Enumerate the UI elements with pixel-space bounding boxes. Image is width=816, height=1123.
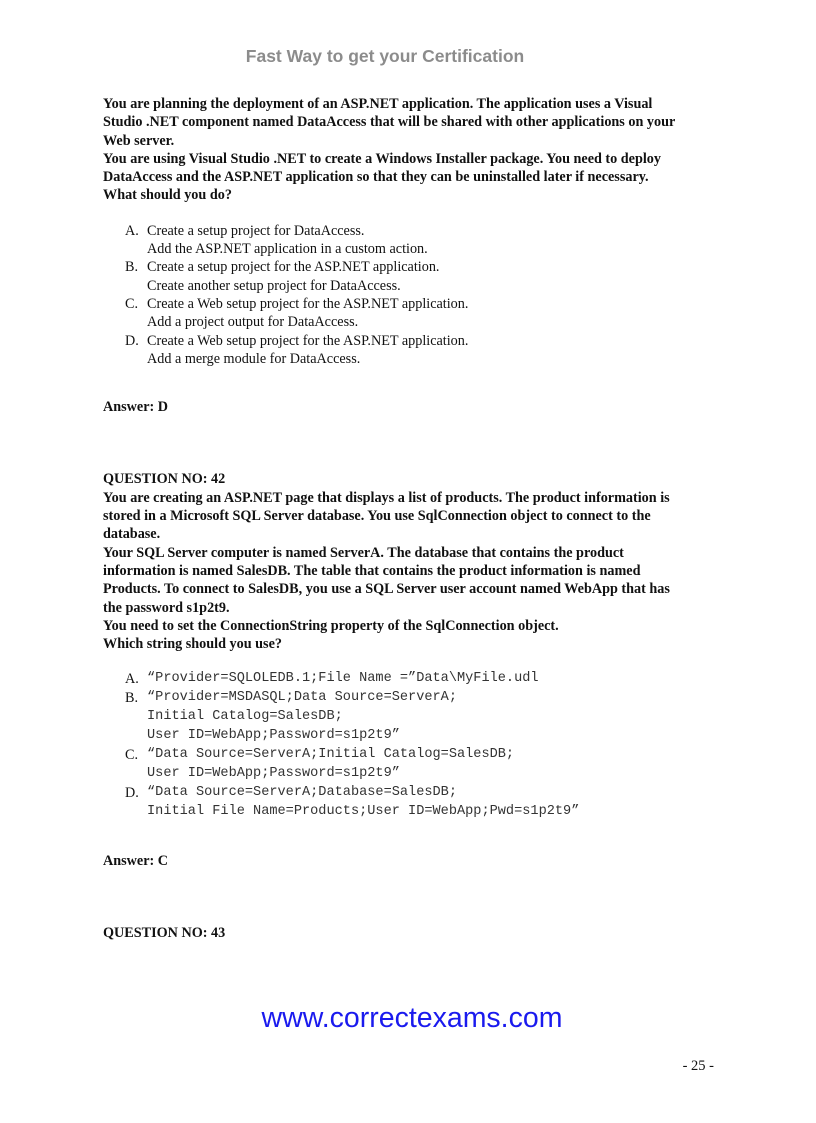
option-letter: C.	[125, 295, 139, 312]
stem-line: What should you do?	[103, 187, 232, 204]
q41-answer: Answer: D	[103, 399, 169, 416]
page-number: - 25 -	[682, 1058, 714, 1074]
option-d	[125, 332, 723, 369]
option-d	[125, 784, 723, 822]
option-c	[125, 746, 723, 784]
option-letter: C.	[125, 747, 139, 764]
footer-website-link[interactable]: www.correctexams.com	[261, 1002, 563, 1034]
option-code-line: Initial File Name=Products;User ID=WebApp;Pwd=s1p2t9”	[147, 803, 580, 819]
option-code-line: “Data Source=ServerA;Database=SalesDB;	[147, 784, 457, 800]
option-letter: D.	[125, 332, 139, 349]
option-letter: B.	[125, 690, 139, 707]
stem-line: DataAccess and the ASP.NET application so that they can be uninstalled later if necessary.	[103, 169, 649, 186]
option-line: Create a setup project for the ASP.NET application.	[147, 259, 440, 276]
stem-line: information is named SalesDB. The table that contains the product information is named	[103, 562, 641, 579]
option-line: Create another setup project for DataAccess.	[147, 277, 401, 294]
stem-line: Your SQL Server computer is named ServerA. The database that contains the product	[103, 544, 624, 561]
option-line: Add the ASP.NET application in a custom action.	[147, 241, 428, 258]
option-letter: D.	[125, 784, 139, 801]
option-code-line: “Provider=MSDASQL;Data Source=ServerA;	[147, 690, 457, 706]
q43-heading: QUESTION NO: 43	[103, 924, 226, 941]
option-a	[125, 222, 723, 259]
stem-line: stored in a Microsoft SQL Server database. You use SqlConnection object to connect to the	[103, 508, 651, 525]
option-line: Create a Web setup project for the ASP.NET application.	[147, 332, 469, 349]
option-letter: B.	[125, 259, 139, 276]
stem-line: Studio .NET component named DataAccess that will be shared with other applications on your	[103, 114, 676, 131]
option-line: Create a Web setup project for the ASP.NET application.	[147, 295, 469, 312]
page-header-title: Fast Way to get your Certification	[245, 46, 525, 66]
option-line: Add a merge module for DataAccess.	[147, 350, 361, 367]
q42-options	[103, 670, 723, 821]
option-code-line: “Provider=SQLOLEDB.1;File Name =”Data\MyFile.udl	[147, 671, 539, 687]
q41-options	[103, 222, 723, 368]
option-c	[125, 295, 723, 332]
option-code-line: Initial Catalog=SalesDB;	[147, 709, 343, 725]
option-b	[125, 689, 723, 746]
document-body	[103, 95, 723, 942]
stem-line: Web server.	[103, 132, 175, 149]
option-code-line: User ID=WebApp;Password=s1p2t9”	[147, 728, 400, 744]
q42-heading: QUESTION NO: 42	[103, 471, 226, 488]
option-line: Add a project output for DataAccess.	[147, 314, 359, 331]
stem-line: database.	[103, 526, 161, 543]
q41-stem	[103, 95, 723, 205]
option-a	[125, 670, 723, 689]
option-line: Create a setup project for DataAccess.	[147, 222, 365, 239]
stem-line: Which string should you use?	[103, 636, 282, 653]
stem-line: the password s1p2t9.	[103, 599, 230, 616]
option-letter: A.	[125, 222, 139, 239]
q42-stem	[103, 489, 723, 654]
stem-line: Products. To connect to SalesDB, you use a SQL Server user account named WebApp that has	[103, 581, 670, 598]
option-b	[125, 258, 723, 295]
stem-line: You are planning the deployment of an ASP.NET application. The application uses a Visual	[103, 96, 653, 112]
option-code-line: “Data Source=ServerA;Initial Catalog=SalesDB;	[147, 747, 515, 763]
option-letter: A.	[125, 671, 139, 688]
stem-line: You are creating an ASP.NET page that displays a list of products. The product information is	[103, 489, 670, 506]
stem-line: You need to set the ConnectionString property of the SqlConnection object.	[103, 617, 559, 634]
option-code-line: User ID=WebApp;Password=s1p2t9”	[147, 765, 400, 781]
q42-answer: Answer: C	[103, 852, 169, 869]
stem-line: You are using Visual Studio .NET to create a Windows Installer package. You need to deploy	[103, 150, 661, 167]
